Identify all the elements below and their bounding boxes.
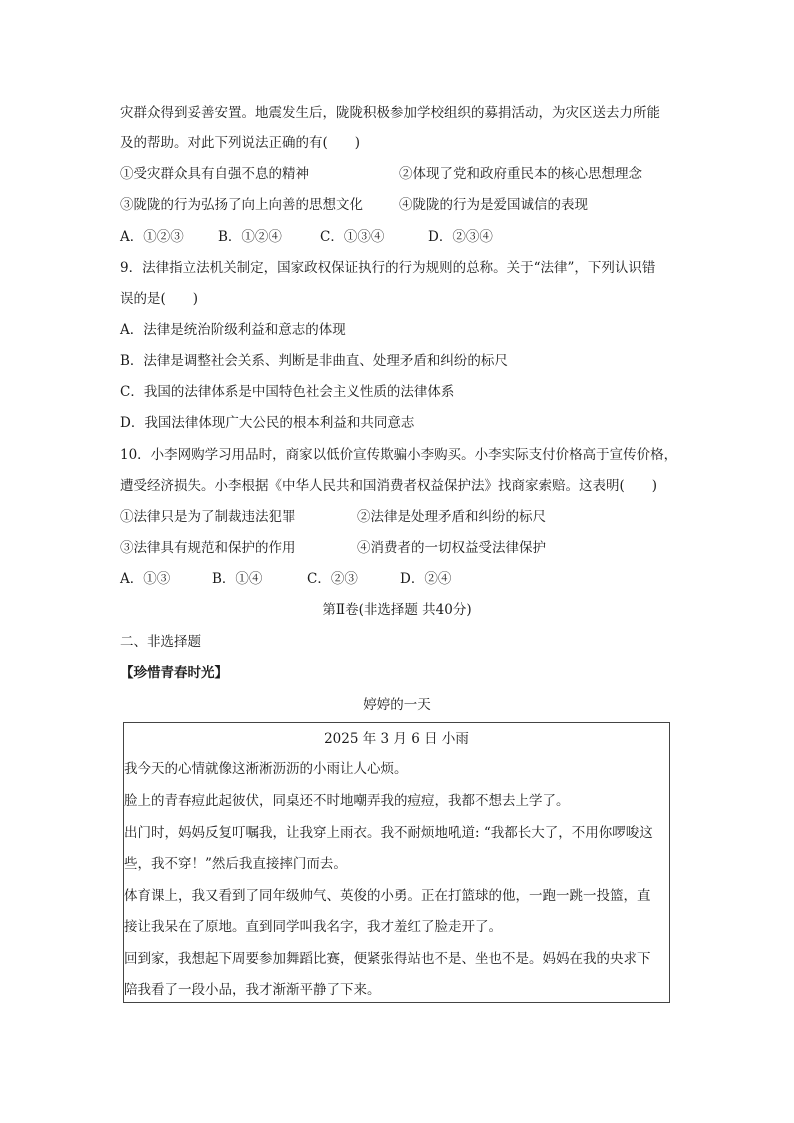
q8-answer-a: A．①②③: [120, 229, 184, 245]
diary-paragraph-3-line-1: 出门时，妈妈反复叮嘱我，让我穿上雨衣。我不耐烦地吼道: “我都长大了，不用你啰唆这: [124, 825, 653, 841]
q10-option-3: ③法律具有规范和保护的作用: [120, 540, 296, 556]
q8-option-1: ①受灾群众具有自强不息的精神: [120, 166, 309, 182]
diary-paragraph-2: 脸上的青春痘此起彼伏，同桌还不时地嘲弄我的痘痘，我都不想去上学了。: [124, 793, 570, 809]
q8-answer-d: D．②③④: [428, 229, 493, 245]
diary-paragraph-4-line-1: 体育课上，我又看到了同年级帅气、英俊的小勇。正在打篮球的他，一跑一跳一投篮，直: [124, 888, 651, 904]
q9-stem-line-1: 9．法律指立法机关制定，国家政权保证执行的行为规则的总称。关于“法律”，下列认识错: [120, 260, 656, 276]
diary-box: [123, 722, 670, 1003]
part-two-title: 第Ⅱ卷(非选择题 共40分): [322, 602, 472, 618]
q9-option-c: C．我国的法律体系是中国特色社会主义性质的法律体系: [120, 384, 455, 400]
section-heading: 二、非选择题: [120, 634, 201, 650]
q9-option-d: D．我国法律体现广大公民的根本利益和共同意志: [120, 415, 415, 431]
q8-option-4: ④陇陇的行为是爱国诚信的表现: [399, 197, 588, 213]
q8-answer-b: B．①②④: [218, 229, 282, 245]
q8-text-line-1: 灾群众得到妥善安置。地震发生后，陇陇积极参加学校组织的募捐活动，为灾区送去力所能: [120, 105, 660, 121]
q10-answer-a: A．①③: [120, 571, 171, 587]
q8-option-2: ②体现了党和政府重民本的核心思想理念: [399, 166, 642, 182]
q10-answer-d: D．②④: [400, 571, 452, 587]
q10-option-2: ②法律是处理矛盾和纠纷的标尺: [357, 509, 546, 525]
q8-text-line-2: 及的帮助。对此下列说法正确的有( ): [120, 135, 361, 151]
q10-stem-line-2: 遭受经济损失。小李根据《中华人民共和国消费者权益保护法》找商家索赔。这表明( ): [120, 478, 658, 494]
q10-answer-c: C．②③: [307, 571, 358, 587]
theme-heading: 【珍惜青春时光】: [120, 665, 228, 681]
diary-paragraph-5-line-2: 陪我看了一段小品，我才渐渐平静了下来。: [124, 982, 381, 998]
q9-option-b: B．法律是调整社会关系、判断是非曲直、处理矛盾和纠纷的标尺: [120, 353, 508, 369]
q9-option-a: A．法律是统治阶级利益和意志的体现: [120, 322, 346, 338]
q8-option-3: ③陇陇的行为弘扬了向上向善的思想文化: [120, 197, 363, 213]
diary-title: 婷婷的一天: [363, 697, 431, 713]
q10-stem-line-1: 10．小李网购学习用品时，商家以低价宣传欺骗小李购买。小李实际支付价格高于宣传价格，: [120, 447, 678, 463]
q10-option-4: ④消费者的一切权益受法律保护: [357, 540, 546, 556]
diary-paragraph-4-line-2: 接让我呆在了原地。直到同学叫我名字，我才羞红了脸走开了。: [124, 919, 502, 935]
diary-paragraph-5-line-1: 回到家，我想起下周要参加舞蹈比赛，便紧张得站也不是、坐也不是。妈妈在我的央求下: [124, 951, 651, 967]
q10-option-1: ①法律只是为了制裁违法犯罪: [120, 509, 296, 525]
q8-answer-c: C．①③④: [320, 229, 385, 245]
q9-stem-line-2: 误的是( ): [120, 291, 199, 307]
diary-paragraph-1: 我今天的心情就像这淅淅沥沥的小雨让人心烦。: [124, 761, 408, 777]
diary-paragraph-3-line-2: 些，我不穿！”然后我直接摔门而去。: [124, 856, 347, 872]
diary-date: 2025 年 3 月 6 日 小雨: [324, 731, 469, 747]
q10-answer-b: B．①④: [212, 571, 263, 587]
